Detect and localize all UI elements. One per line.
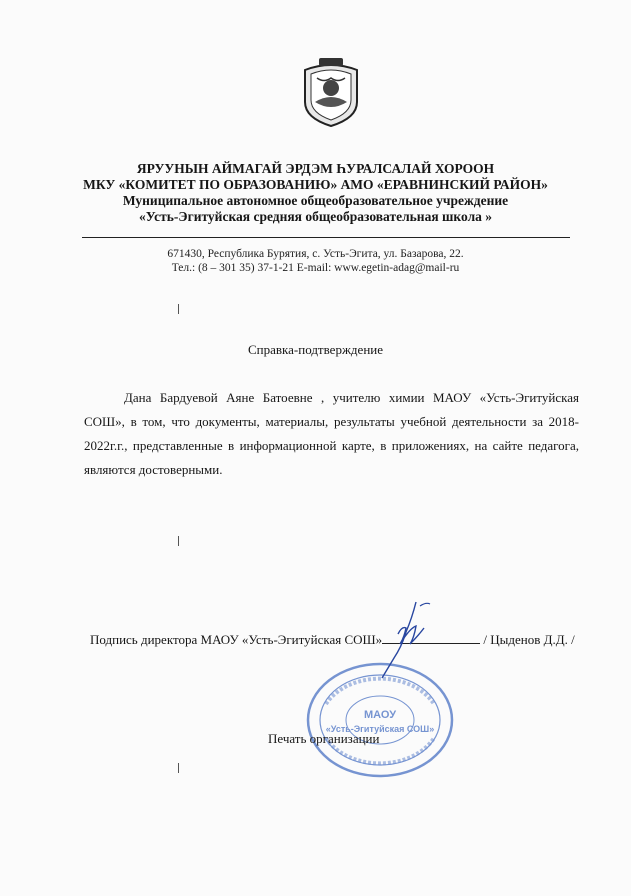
document-body (84, 386, 579, 482)
header-line-3: Муниципальное автономное общеобразовательное учреждение (122, 193, 509, 208)
header-line-4: «Усть-Эгитуйская средняя общеобразовательная школа » (138, 209, 493, 224)
scan-mark (178, 304, 179, 314)
address-line-1: 671430, Республика Бурятия, с. Усть-Эгита, ул. Базарова, 22. (167, 248, 464, 260)
header-divider (82, 237, 570, 238)
document-title: Справка-подтверждение (247, 342, 383, 357)
director-signature (376, 598, 446, 682)
header-line-2: МКУ «КОМИТЕТ ПО ОБРАЗОВАНИЮ» АМО «ЕРАВНИНСКИЙ РАЙОН» (83, 177, 548, 192)
address-line-2: Тел.: (8 – 301 35) 37-1-21 E-mail: www.egetin-adag@mail-ru (171, 262, 460, 274)
scan-mark (178, 763, 179, 773)
director-name: / Цыденов Д.Д. / (483, 632, 575, 647)
signature-line (90, 631, 575, 648)
stamp-text: МАОУ (363, 709, 397, 721)
scan-mark (178, 536, 179, 546)
header-line-1: ЯРУУНЫН АЙМАГАЙ ЭРДЭМ ҺУРАЛСАЛАЙ ХОРООН (136, 161, 495, 176)
signature-label: Подпись директора МАОУ «Усть-Эгитуйская СОШ» (90, 632, 383, 647)
stamp-text: «Усть-Эгитуйская СОШ» (325, 724, 435, 734)
coat-of-arms-emblem (297, 56, 365, 128)
stamp-label: Печать организации (268, 731, 380, 746)
body-paragraph: Дана Бардуевой Аяне Батоевне , учителю химии МАОУ «Усть-Эгитуйская СОШ», в том, что документы, материалы, результаты учебной деятельности за 2018-2022г.г., представленные в информационной карте, в приложениях, на сайте педагога, являются достоверными. (84, 390, 579, 477)
